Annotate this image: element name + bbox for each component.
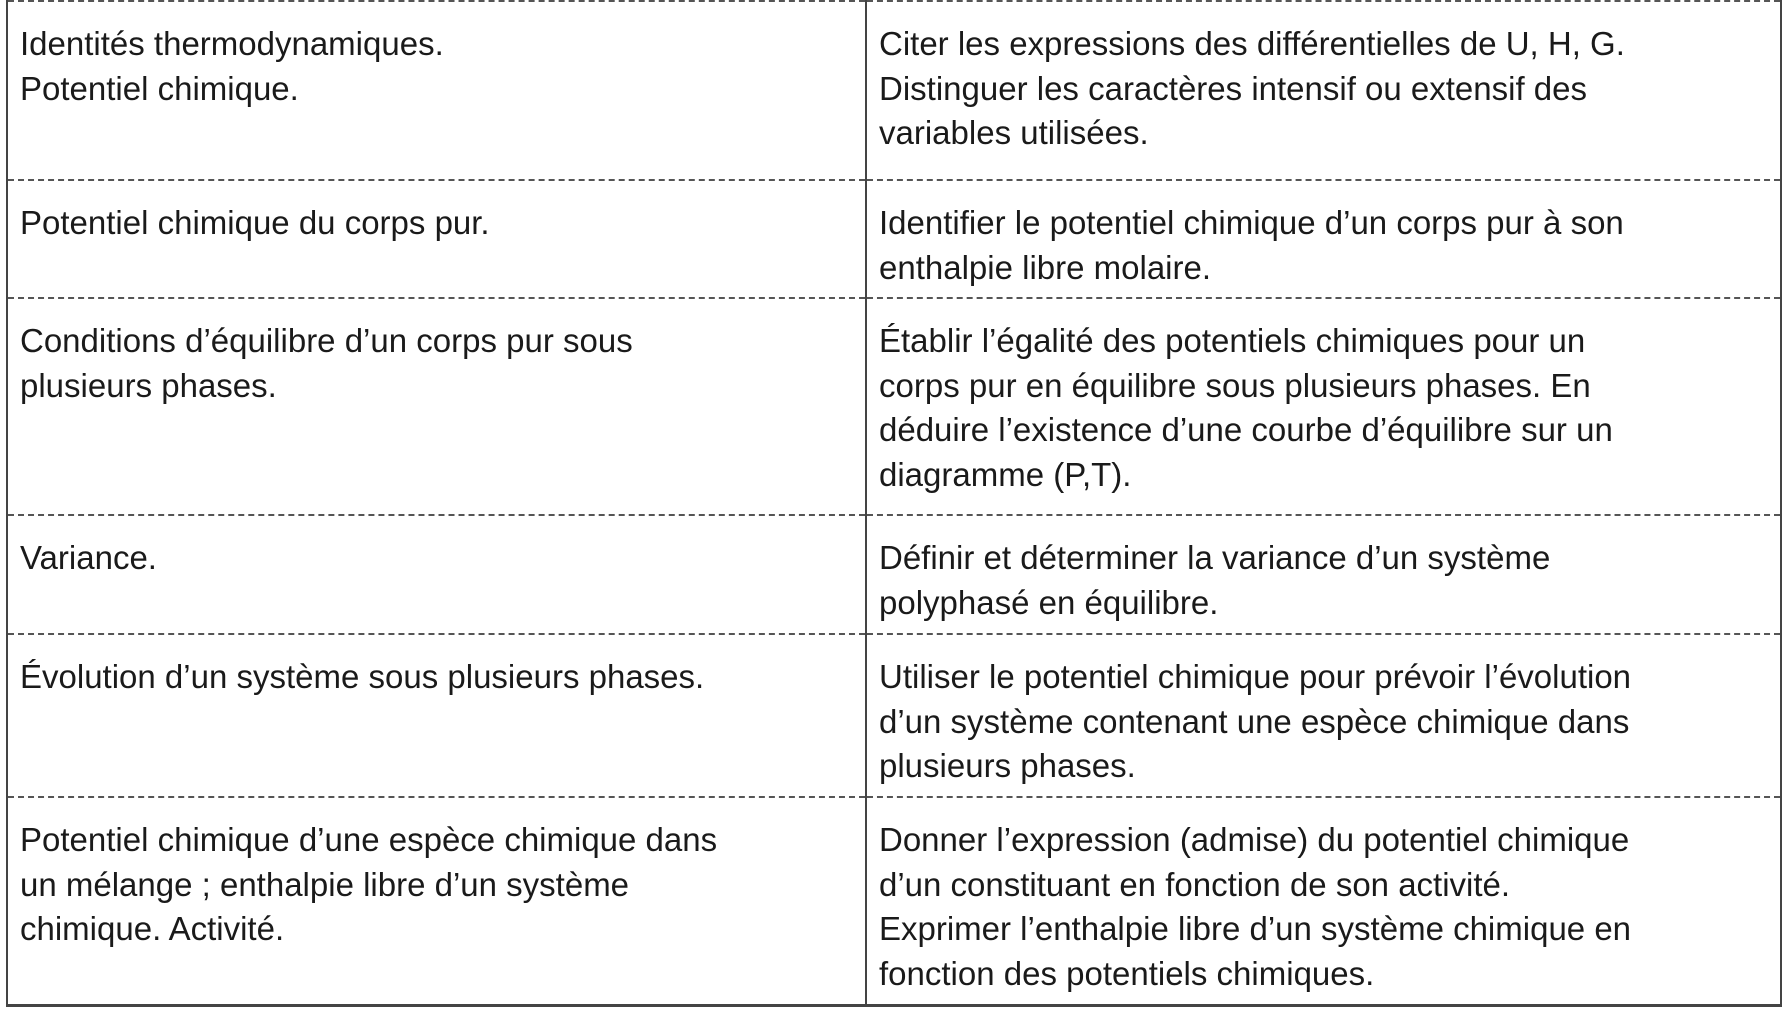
capacite-cell: Donner l’expression (admise) du potentiel chimique d’un constituant en fonction de son activité. Exprimer l’enthalpie libre d’un système chimique en fonction des potentiels chimiques. — [866, 797, 1781, 1005]
notion-cell: Variance. — [7, 515, 866, 634]
table-row — [7, 515, 1781, 634]
table-row — [7, 634, 1781, 797]
notion-cell: Potentiel chimique du corps pur. — [7, 180, 866, 298]
capacite-cell: Définir et déterminer la variance d’un système polyphasé en équilibre. — [866, 515, 1781, 634]
notion-cell: Évolution d’un système sous plusieurs phases. — [7, 634, 866, 797]
capacite-cell: Identifier le potentiel chimique d’un corps pur à son enthalpie libre molaire. — [866, 180, 1781, 298]
document-page — [6, 0, 1780, 1012]
notion-cell: Potentiel chimique d’une espèce chimique dans un mélange ; enthalpie libre d’un système chimique. Activité. — [7, 797, 866, 1005]
capacite-cell: Utiliser le potentiel chimique pour prévoir l’évolution d’un système contenant une espèce chimique dans plusieurs phases. — [866, 634, 1781, 797]
capacite-cell: Citer les expressions des différentielles de U, H, G. Distinguer les caractères intensif ou extensif des variables utilisées. — [866, 1, 1781, 180]
table-row — [7, 1, 1781, 180]
capacite-cell: Établir l’égalité des potentiels chimiques pour un corps pur en équilibre sous plusieurs phases. En déduire l’existence d’une courbe d’équilibre sur un diagramme (P,T). — [866, 298, 1781, 515]
notion-cell: Conditions d’équilibre d’un corps pur sous plusieurs phases. — [7, 298, 866, 515]
table-row — [7, 180, 1781, 298]
table-row — [7, 797, 1781, 1005]
notion-cell: Identités thermodynamiques. Potentiel chimique. — [7, 1, 866, 180]
table-row — [7, 298, 1781, 515]
program-table — [6, 0, 1782, 1007]
